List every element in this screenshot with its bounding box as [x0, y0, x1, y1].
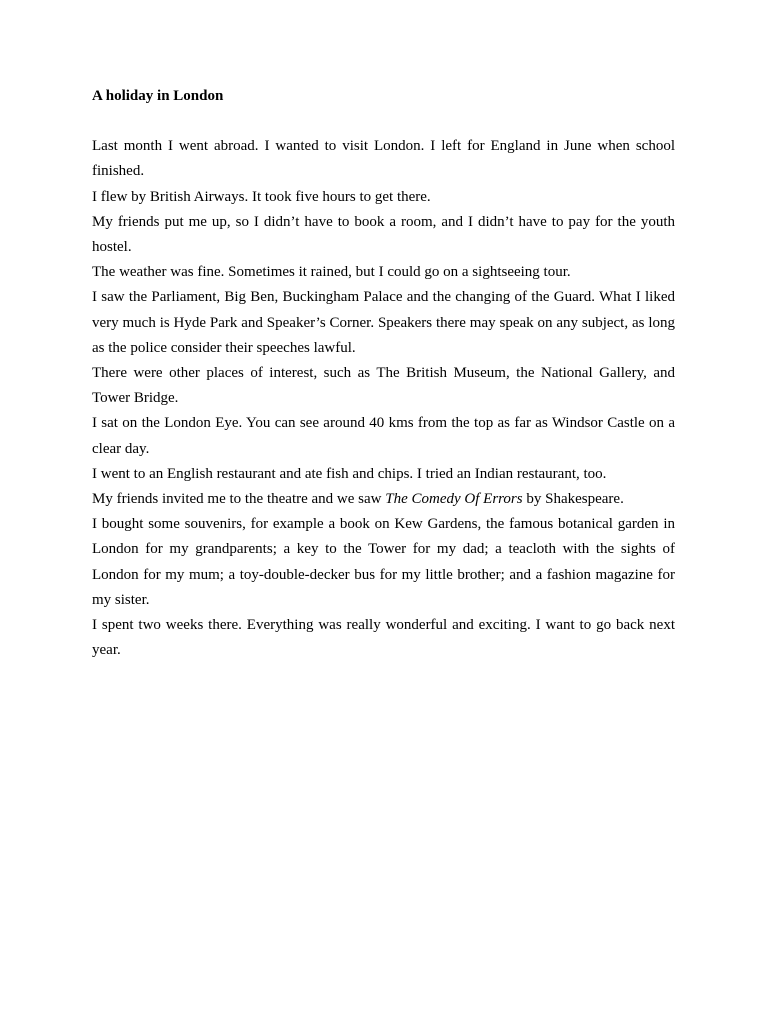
paragraph: I flew by British Airways. It took five hours to get there. [92, 188, 431, 205]
paragraph-theatre [92, 487, 675, 512]
document-body [92, 84, 675, 663]
document-title: A holiday in London [92, 88, 224, 104]
paragraph: I saw the Parliament, Big Ben, Buckingham Palace and the changing of the Guard. What I liked very much is Hyde Park and Speaker’s Corner. Speakers there may speak on any subject, as long as the police consider their speeches lawful. [92, 289, 675, 356]
paragraph: I bought some souvenirs, for example a book on Kew Gardens, the famous botanical garden in London for my grandparents; a key to the Tower for my dad; a teacloth with the sights of London for my mum; a toy-double-decker bus for my little brother; and a fashion magazine for my sister. [92, 516, 675, 608]
play-title: The Comedy Of Errors [385, 491, 523, 508]
paragraph: I went to an English restaurant and ate fish and chips. I tried an Indian restaurant, too. [92, 465, 607, 482]
paragraph: There were other places of interest, such as The British Museum, the National Gallery, and Tower Bridge. [92, 365, 675, 407]
paragraph: My friends put me up, so I didn’t have to book a room, and I didn’t have to pay for the youth hostel. [92, 213, 675, 255]
paragraph: I spent two weeks there. Everything was really wonderful and exciting. I want to go back next year. [92, 617, 675, 659]
paragraph: The weather was fine. Sometimes it rained, but I could go on a sightseeing tour. [92, 264, 571, 281]
theatre-text-before: My friends invited me to the theatre and we saw [92, 491, 386, 508]
theatre-text-after: by Shakespeare. [522, 491, 624, 508]
paragraph: I sat on the London Eye. You can see around 40 kms from the top as far as Windsor Castle on a clear day. [92, 415, 675, 457]
paragraph: Last month I went abroad. I wanted to visit London. I left for England in June when school finished. [92, 138, 675, 180]
